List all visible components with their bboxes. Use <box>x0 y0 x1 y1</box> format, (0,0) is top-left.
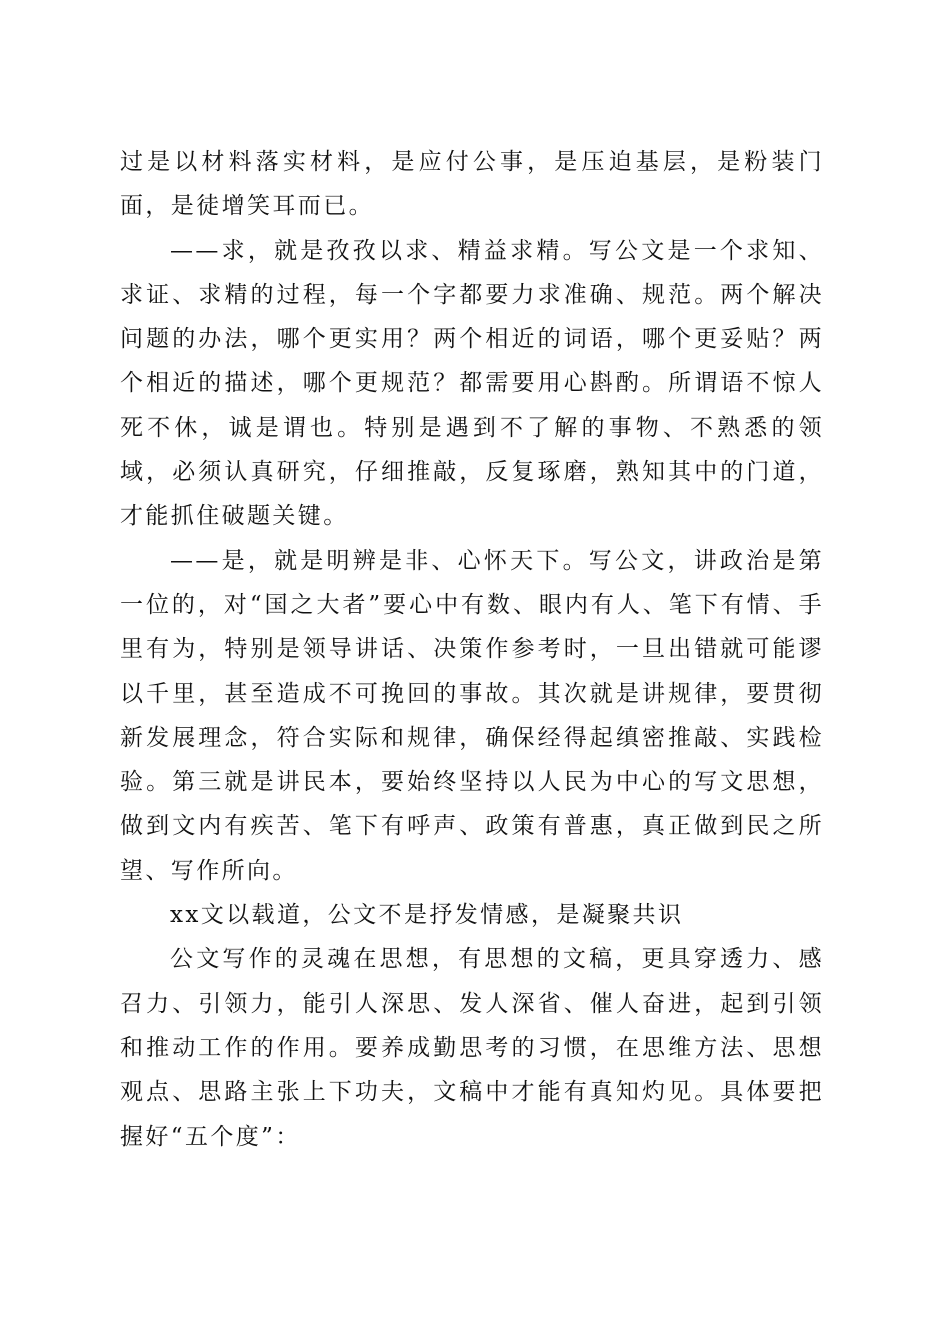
paragraph-shi: ——是，就是明辨是非、心怀天下。写公文，讲政治是第一位的，对“国之大者”要心中有数、眼内有人、笔下有情、手里有为，特别是领导讲话、决策作参考时，一旦出错就可能谬以千里，甚至造成不可挽回的事故。其次就是讲规律，要贯彻新发展理念，符合实际和规律，确保经得起缜密推敲、实践检验。第三就是讲民本，要始终坚持以人民为中心的写文思想，做到文内有疾苦、笔下有呼声、政策有普惠，真正做到民之所望、写作所向。 <box>120 547 824 884</box>
paragraph-qiu: ——求，就是孜孜以求、精益求精。写公文是一个求知、求证、求精的过程，每一个字都要力求准确、规范。两个解决问题的办法，哪个更实用？两个相近的词语，哪个更妥贴？两个相近的描述，哪个更规范？都需要用心斟酌。所谓语不惊人死不休，诚是谓也。特别是遇到不了解的事物、不熟悉的领域，必须认真研究，仔细推敲，反复琢磨，熟知其中的门道，才能抓住破题关键。 <box>120 237 824 530</box>
document-body <box>120 140 824 1159</box>
section-heading: xx文以载道，公文不是抒发情感，是凝聚共识 <box>170 902 684 929</box>
paragraph-continuation: 过是以材料落实材料，是应付公事，是压迫基层，是粉装门面，是徒增笑耳而已。 <box>120 149 824 220</box>
paragraph-thought: 公文写作的灵魂在思想，有思想的文稿，更具穿透力、感召力、引领力，能引人深思、发人深省、催人奋进，起到引领和推动工作的作用。要养成勤思考的习惯，在思维方法、思想观点、思路主张上下功夫，文稿中才能有真知灼见。具体要把握好“五个度”： <box>120 946 824 1150</box>
